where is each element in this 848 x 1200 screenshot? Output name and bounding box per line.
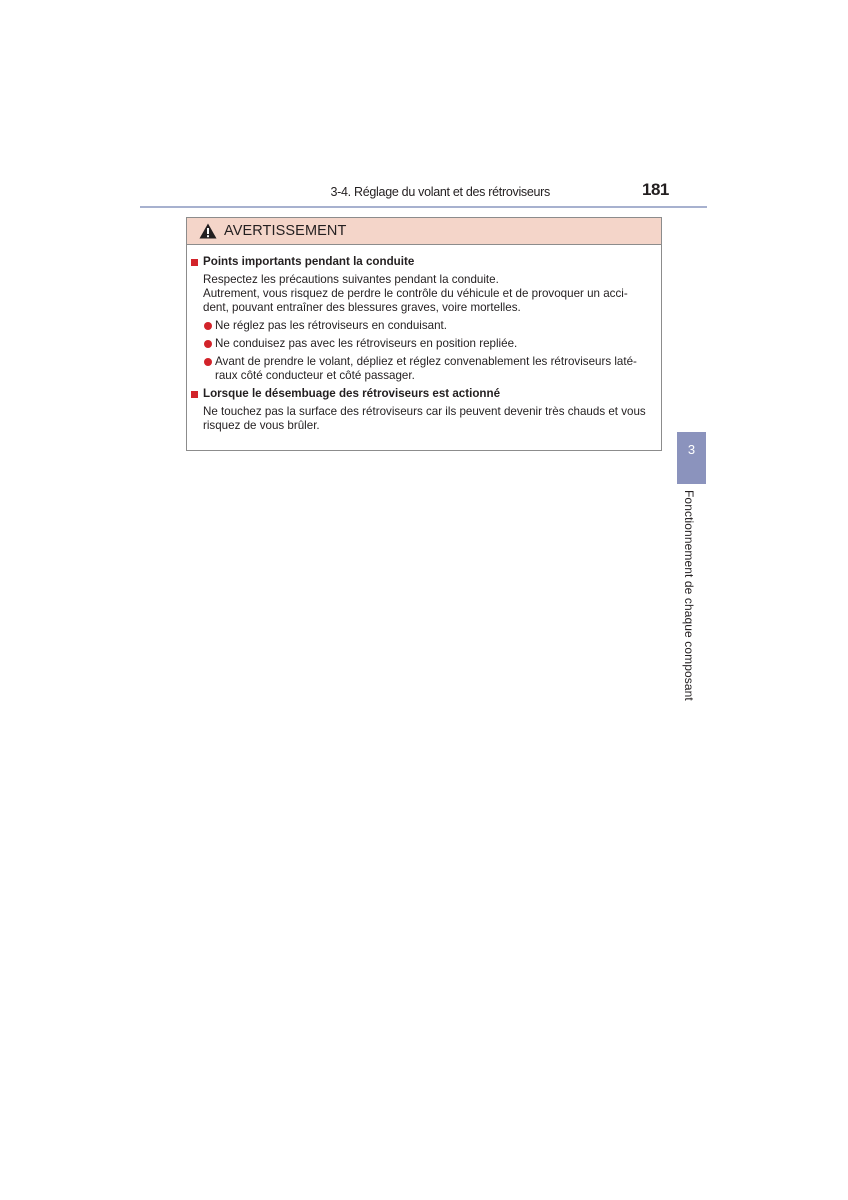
section-heading: Points importants pendant la conduite (191, 255, 655, 269)
round-bullet-icon (204, 340, 212, 348)
warning-triangle-icon (199, 223, 217, 239)
list-item: Ne réglez pas les rétroviseurs en conduisant. (191, 319, 655, 333)
warning-title: AVERTISSEMENT (224, 223, 347, 239)
header-divider (140, 206, 707, 208)
list-item: Avant de prendre le volant, dépliez et réglez convenablement les rétroviseurs laté-raux côté conducteur et côté passager. (191, 355, 655, 383)
warning-body (187, 245, 661, 433)
chapter-label: Fonctionnement de chaque composant (682, 490, 696, 701)
section-heading: Lorsque le désembuage des rétroviseurs est actionné (191, 387, 655, 401)
running-header-section: 3-4. Réglage du volant et des rétroviseurs (330, 185, 550, 199)
warning-box (186, 217, 662, 451)
page-number: 181 (642, 180, 669, 199)
section-paragraph: Ne touchez pas la surface des rétroviseurs car ils peuvent devenir très chauds et vous risquez de vous brûler. (203, 405, 646, 432)
round-bullet-icon (204, 322, 212, 330)
round-bullet-icon (204, 358, 212, 366)
warning-header (187, 218, 661, 245)
square-bullet-icon (191, 391, 198, 398)
list-item: Ne conduisez pas avec les rétroviseurs en position repliée. (191, 337, 655, 351)
square-bullet-icon (191, 259, 198, 266)
chapter-tab: 3 (677, 432, 706, 484)
section-paragraph: Respectez les précautions suivantes pendant la conduite. Autrement, vous risquez de perdre le contrôle du véhicule et de provoquer un acci- dent, pouvant entraîner des blessures graves, voire mortelles. (203, 273, 628, 314)
